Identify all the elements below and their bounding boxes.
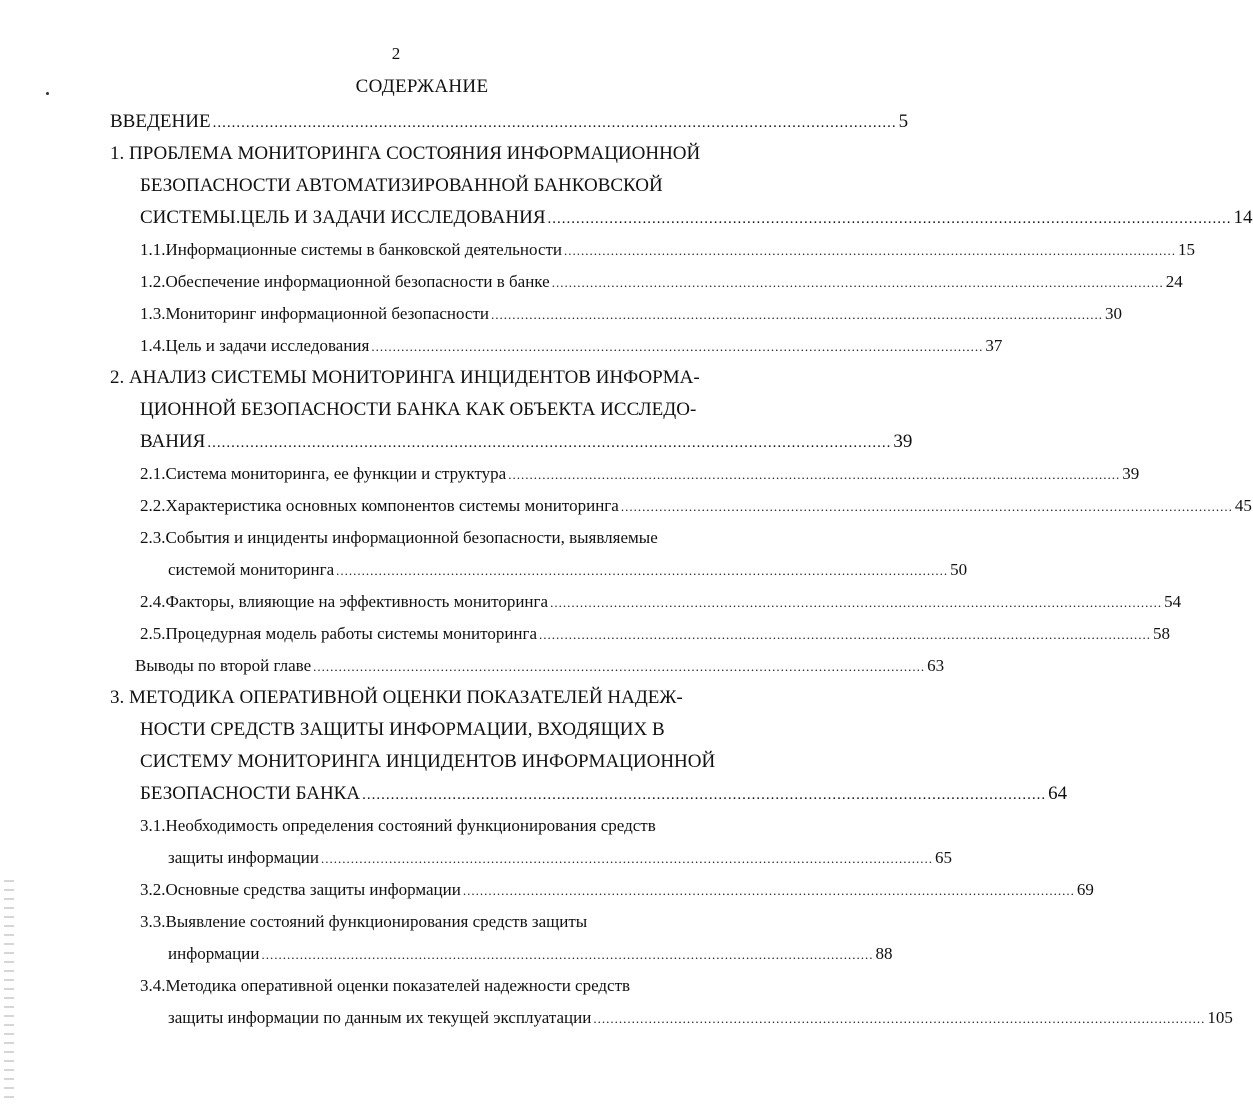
toc-section-3-4-line-1: 3.4.Методика оперативной оценки показателей надежности средств (140, 976, 631, 995)
toc-entry-text: системой мониторинга (168, 560, 335, 579)
toc-section-2-3-line-2 (168, 558, 968, 583)
leader-dots: ................................................................................................................................................ (593, 1011, 1206, 1026)
leader-dots: ................................................................................................................................................ (550, 595, 1163, 610)
page-title: СОДЕРЖАНИЕ (355, 76, 489, 97)
toc-section-3-2 (140, 878, 1094, 903)
toc-entry-page: 54 (1164, 592, 1182, 611)
toc-entry-text: Выводы по второй главе (135, 656, 312, 675)
toc-chapter-2-line-3 (140, 430, 913, 455)
toc-entry-page: 88 (875, 944, 893, 963)
toc-entry-page: 37 (985, 336, 1003, 355)
toc-chapter-3-line-2: НОСТИ СРЕДСТВ ЗАЩИТЫ ИНФОРМАЦИИ, ВХОДЯЩИХ В (140, 719, 665, 740)
toc-entry-page: 64 (1048, 783, 1068, 804)
leader-dots: ................................................................................................................................................ (547, 211, 1232, 227)
toc-entry-text: 1.2.Обеспечение информационной безопасности в банке (140, 272, 550, 291)
toc-entry-text: информации (168, 944, 260, 963)
toc-entry-page: 63 (927, 656, 945, 675)
toc-entry-text: 2.4.Факторы, влияющие на эффективность мониторинга (140, 592, 549, 611)
toc-section-2-3-line-1: 2.3.События и инциденты информационной безопасности, выявляемые (140, 528, 658, 547)
leader-dots: ................................................................................................................................................ (462, 883, 1075, 898)
toc-entry-text: 2.1.Система мониторинга, ее функции и структура (140, 464, 507, 483)
toc-entry-text: 1.1.Информационные системы в банковской деятельности (140, 240, 563, 259)
toc-entry-text: СИСТЕМЫ.ЦЕЛЬ И ЗАДАЧИ ИССЛЕДОВАНИЯ (140, 207, 546, 228)
toc-section-2-2 (140, 494, 1252, 519)
toc-section-1-2 (140, 270, 1183, 295)
leader-dots: ................................................................................................................................................ (539, 627, 1152, 642)
stray-mark (46, 92, 49, 95)
toc-entry-text: защиты информации (168, 848, 319, 867)
leader-dots: ................................................................................................................................................ (490, 307, 1103, 322)
toc-entry-text: 1.4.Цель и задачи исследования (140, 336, 370, 355)
leader-dots: ................................................................................................................................................ (320, 851, 933, 866)
toc-section-3-1-line-1: 3.1.Необходимость определения состояний функционирования средств (140, 816, 656, 835)
toc-entry-page: 65 (934, 848, 952, 867)
toc-section-3-4-line-2 (168, 1006, 1233, 1031)
toc-entry-text: ВВЕДЕНИЕ (110, 111, 211, 132)
leader-dots: ................................................................................................................................................ (212, 115, 897, 131)
toc-section-2-5 (140, 622, 1171, 647)
toc-entry-text: 2.5.Процедурная модель работы системы мониторинга (140, 624, 538, 643)
toc-chapter-2-line-2: ЦИОННОЙ БЕЗОПАСНОСТИ БАНКА КАК ОБЪЕКТА ИССЛЕДО- (140, 399, 697, 420)
scan-margin-artifact (4, 880, 14, 1100)
toc-section-3-3-line-2 (168, 942, 893, 967)
toc-section-1-3 (140, 302, 1122, 327)
toc-entry-page: 5 (898, 111, 909, 132)
toc-entry-text: защиты информации по данным их текущей эксплуатации (168, 1008, 592, 1027)
toc-chapter-1-line-2: БЕЗОПАСНОСТИ АВТОМАТИЗИРОВАННОЙ БАНКОВСКОЙ (140, 175, 663, 196)
leader-dots: ................................................................................................................................................ (313, 659, 926, 674)
toc-section-3-3-line-1: 3.3.Выявление состояний функционирования средств защиты (140, 912, 588, 931)
toc-chapter-1-line-1: 1. ПРОБЛЕМА МОНИТОРИНГА СОСТОЯНИЯ ИНФОРМАЦИОННОЙ (110, 143, 701, 164)
toc-entry-page: 15 (1178, 240, 1196, 259)
leader-dots: ................................................................................................................................................ (508, 467, 1121, 482)
leader-dots: ................................................................................................................................................ (620, 499, 1233, 514)
toc-section-2-1 (140, 462, 1140, 487)
toc-section-1-4 (140, 334, 1003, 359)
leader-dots: ................................................................................................................................................ (336, 563, 949, 578)
toc-chapter-1-line-3 (140, 206, 1253, 231)
toc-section-2-4 (140, 590, 1182, 615)
toc-entry-page: 69 (1076, 880, 1094, 899)
toc-entry-page: 39 (1122, 464, 1140, 483)
leader-dots: ................................................................................................................................................ (551, 275, 1164, 290)
toc-chapter-3-line-1: 3. МЕТОДИКА ОПЕРАТИВНОЙ ОЦЕНКИ ПОКАЗАТЕЛЕЙ НАДЕЖ- (110, 687, 683, 708)
toc-chapter-3-line-4 (140, 782, 1068, 807)
toc-entry-page: 24 (1165, 272, 1183, 291)
leader-dots: ................................................................................................................................................ (207, 435, 892, 451)
toc-chapter-2-line-1: 2. АНАЛИЗ СИСТЕМЫ МОНИТОРИНГА ИНЦИДЕНТОВ ИНФОРМА- (110, 367, 700, 388)
toc-entry-text: БЕЗОПАСНОСТИ БАНКА (140, 783, 361, 804)
toc-entry-page: 105 (1207, 1008, 1233, 1027)
toc-entry-page: 14 (1233, 207, 1253, 228)
toc-entry-page: 45 (1234, 496, 1252, 515)
toc-section-3-1-line-2 (168, 846, 952, 871)
leader-dots: ................................................................................................................................................ (371, 339, 984, 354)
toc-entry-page: 58 (1153, 624, 1171, 643)
toc-entry-page: 30 (1104, 304, 1122, 323)
leader-dots: ................................................................................................................................................ (564, 243, 1177, 258)
toc-conclusion-2 (135, 654, 945, 679)
toc-chapter-3-line-3: СИСТЕМУ МОНИТОРИНГА ИНЦИДЕНТОВ ИНФОРМАЦИОННОЙ (140, 751, 716, 772)
toc-entry-page: 50 (950, 560, 968, 579)
toc-section-1-1 (140, 238, 1196, 263)
leader-dots: ................................................................................................................................................ (362, 787, 1047, 803)
toc-entry-text: 3.2.Основные средства защиты информации (140, 880, 461, 899)
toc-entry-text: 1.3.Мониторинг информационной безопасности (140, 304, 489, 323)
leader-dots: ................................................................................................................................................ (261, 947, 874, 962)
toc-entry-intro (110, 110, 909, 135)
toc-entry-text: ВАНИЯ (140, 431, 206, 452)
page-number: 2 (391, 44, 401, 63)
toc-entry-text: 2.2.Характеристика основных компонентов системы мониторинга (140, 496, 619, 515)
toc-entry-page: 39 (893, 431, 913, 452)
